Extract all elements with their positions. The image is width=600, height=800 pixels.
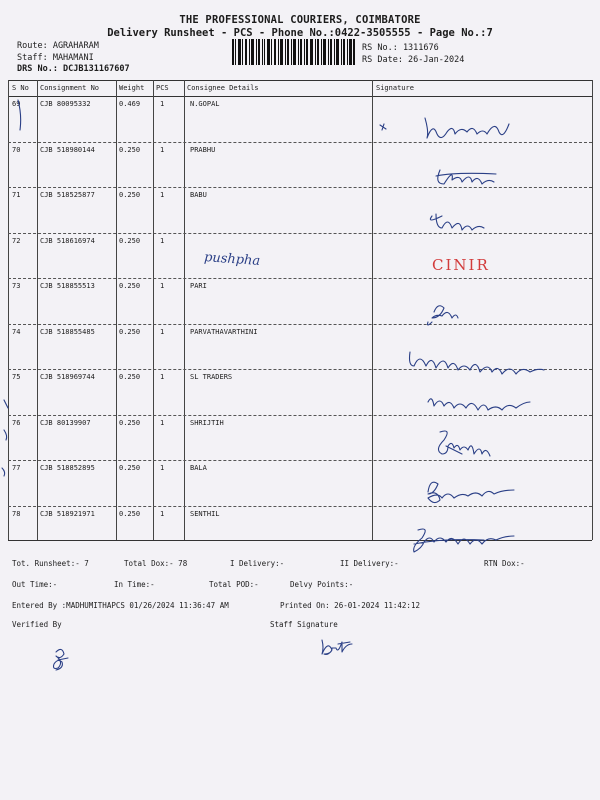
row-consignee: SENTHIL bbox=[190, 509, 220, 518]
out-time: Out Time:- bbox=[12, 580, 58, 589]
col-header-weight: Weight bbox=[119, 84, 145, 92]
rs-date: RS Date: 26-Jan-2024 bbox=[362, 55, 465, 65]
handwritten-consignee-name: pushpha bbox=[203, 250, 261, 269]
row-weight: 0.250 bbox=[119, 509, 141, 518]
row-weight: 0.250 bbox=[119, 236, 141, 245]
row-consignee: PRABHU bbox=[190, 145, 216, 154]
row-consignee: N.GOPAL bbox=[190, 100, 220, 108]
row-pcs: 1 bbox=[160, 236, 165, 245]
col-header-consignment: Consignment No bbox=[40, 84, 100, 92]
row-pcs: 1 bbox=[160, 282, 165, 290]
row-consignment-no: CJB 518855513 bbox=[40, 282, 95, 290]
row-pcs: 1 bbox=[160, 191, 165, 199]
drs-number: DRS No.: DCJB131167607 bbox=[17, 64, 130, 74]
row-consignee: BALA bbox=[190, 464, 207, 472]
row-consignee: PARVATHAVARTHINI bbox=[190, 327, 258, 336]
row-sno: 74 bbox=[12, 327, 21, 336]
ii-delivery: II Delivery:- bbox=[340, 559, 399, 568]
page-title: THE PROFESSIONAL COURIERS, COIMBATORE bbox=[179, 14, 421, 26]
staff-label: Staff: MAHAMANI bbox=[17, 53, 94, 63]
i-delivery: I Delivery:- bbox=[230, 559, 285, 568]
col-header-signature: Signature bbox=[376, 84, 414, 92]
delvy-points: Delvy Points:- bbox=[290, 580, 354, 589]
row-sno: 75 bbox=[12, 373, 21, 381]
row-consignee: PARI bbox=[190, 282, 207, 290]
row-consignment-no: CJB 518921971 bbox=[40, 509, 95, 518]
row-pcs: 1 bbox=[160, 418, 165, 427]
row-sno: 76 bbox=[12, 418, 21, 427]
row-consignee: SHRIJTIH bbox=[190, 418, 224, 427]
verified-by-label: Verified By bbox=[12, 620, 62, 629]
row-pcs: 1 bbox=[160, 509, 165, 518]
row-consignment-no: CJB 518969744 bbox=[40, 373, 95, 381]
printed-on: Printed On: 26-01-2024 11:42:12 bbox=[280, 601, 420, 610]
page-subtitle: Delivery Runsheet - PCS - Phone No.:0422-3505555 - Page No.:7 bbox=[107, 27, 493, 39]
row-sno: 72 bbox=[12, 236, 21, 245]
row-consignment-no: CJB 518525877 bbox=[40, 191, 95, 199]
row-consignment-no: CJB 518855485 bbox=[40, 327, 95, 336]
row-consignment-no: CJB 518852895 bbox=[40, 464, 95, 472]
row-weight: 0.469 bbox=[119, 100, 141, 108]
row-weight: 0.250 bbox=[119, 418, 141, 427]
row-consignee: BABU bbox=[190, 191, 207, 199]
row-pcs: 1 bbox=[160, 100, 165, 108]
staff-signature-label: Staff Signature bbox=[270, 620, 338, 629]
row-pcs: 1 bbox=[160, 464, 165, 472]
row-pcs: 1 bbox=[160, 373, 165, 381]
row-consignment-no: CJB 518980144 bbox=[40, 145, 95, 154]
row-consignee: SL TRADERS bbox=[190, 373, 233, 381]
row-weight: 0.250 bbox=[119, 373, 141, 381]
entered-by: Entered By :MADHUMITHAPCS 01/26/2024 11:36:47 AM bbox=[12, 601, 229, 610]
row-sno: 70 bbox=[12, 145, 21, 154]
total-dox: Total Dox:- 78 bbox=[124, 559, 188, 568]
row-consignment-no: CJB 80095332 bbox=[40, 100, 91, 108]
row-pcs: 1 bbox=[160, 145, 165, 154]
row-weight: 0.250 bbox=[119, 145, 141, 154]
col-header-sno: S No bbox=[12, 84, 29, 92]
row-weight: 0.250 bbox=[119, 327, 141, 336]
col-header-consignee: Consignee Details bbox=[187, 84, 259, 92]
in-time: In Time:- bbox=[114, 580, 155, 589]
row-pcs: 1 bbox=[160, 327, 165, 336]
rs-number: RS No.: 1311676 bbox=[362, 43, 439, 53]
row-consignment-no: CJB 518616974 bbox=[40, 236, 95, 245]
row-sno: 69 bbox=[12, 100, 21, 108]
row-sno: 78 bbox=[12, 509, 21, 518]
row-consignment-no: CJB 80139907 bbox=[40, 418, 91, 427]
red-ink-signature: CINIR bbox=[432, 256, 490, 274]
row-sno: 77 bbox=[12, 464, 21, 472]
total-pod: Total POD:- bbox=[209, 580, 259, 589]
route-label: Route: AGRAHARAM bbox=[17, 41, 99, 51]
row-weight: 0.250 bbox=[119, 191, 141, 199]
row-weight: 0.250 bbox=[119, 464, 141, 472]
row-sno: 71 bbox=[12, 191, 21, 199]
col-header-pcs: PCS bbox=[156, 84, 169, 92]
row-weight: 0.250 bbox=[119, 282, 141, 290]
tot-runsheet: Tot. Runsheet:- 7 bbox=[12, 559, 89, 568]
row-sno: 73 bbox=[12, 282, 21, 290]
rtn-dox: RTN Dox:- bbox=[484, 559, 525, 568]
